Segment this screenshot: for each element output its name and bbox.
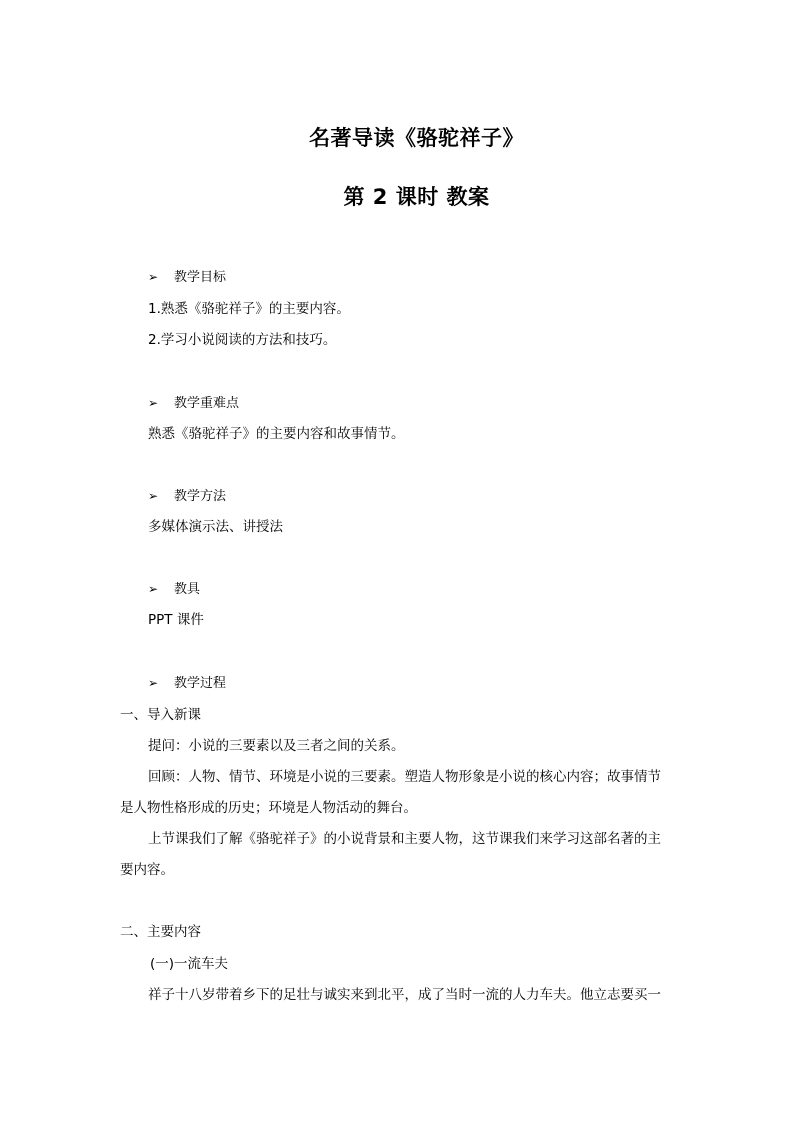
methods-text: 多媒体演示法、讲授法 [148, 519, 283, 535]
section-heading-key-points [148, 393, 239, 413]
section-heading-tools [148, 579, 200, 599]
arrow-bullet-icon: ➢ [148, 396, 159, 410]
part1-review-line-2: 是人物性格形成的历史；环境是人物活动的舞台。 [120, 800, 417, 816]
document-title: 名著导读《骆驼祥子》 [309, 126, 524, 150]
tools-text: PPT 课件 [148, 612, 204, 628]
part2-heading: 二、主要内容 [120, 924, 201, 940]
section-heading-objectives [148, 267, 226, 287]
part1-review-line-1: 回顾：人物、情节、环境是小说的三要素。塑造人物形象是小说的核心内容；故事情节 [148, 769, 661, 785]
section-heading-methods [148, 486, 226, 506]
key-points-text: 熟悉《骆驼祥子》的主要内容和故事情节。 [148, 426, 405, 442]
section-heading-label: 教学方法 [174, 489, 227, 504]
section-heading-label: 教学过程 [174, 676, 227, 691]
objective-item-1: 1.熟悉《骆驼祥子》的主要内容。 [148, 301, 350, 317]
section-heading-process [148, 673, 226, 693]
arrow-bullet-icon: ➢ [148, 582, 159, 596]
part1-question: 提问：小说的三要素以及三者之间的关系。 [148, 738, 405, 754]
arrow-bullet-icon: ➢ [148, 489, 159, 503]
arrow-bullet-icon: ➢ [148, 676, 159, 690]
section-heading-label: 教学重难点 [174, 396, 240, 411]
document-subtitle: 第 2 课时 教案 [343, 185, 490, 209]
part2-subheading-1: (一)一流车夫 [150, 956, 229, 972]
objective-item-2: 2.学习小说阅读的方法和技巧。 [148, 332, 337, 348]
part2-paragraph-line-1: 祥子十八岁带着乡下的足壮与诚实来到北平，成了当时一流的人力车夫。他立志要买一 [148, 987, 661, 1003]
section-heading-label: 教学目标 [174, 270, 227, 285]
part1-heading: 一、导入新课 [120, 707, 201, 723]
section-heading-label: 教具 [174, 582, 201, 597]
part1-intro-line-2: 要内容。 [120, 862, 174, 878]
arrow-bullet-icon: ➢ [148, 270, 159, 284]
part1-intro-line-1: 上节课我们了解《骆驼祥子》的小说背景和主要人物，这节课我们来学习这部名著的主 [148, 831, 661, 847]
